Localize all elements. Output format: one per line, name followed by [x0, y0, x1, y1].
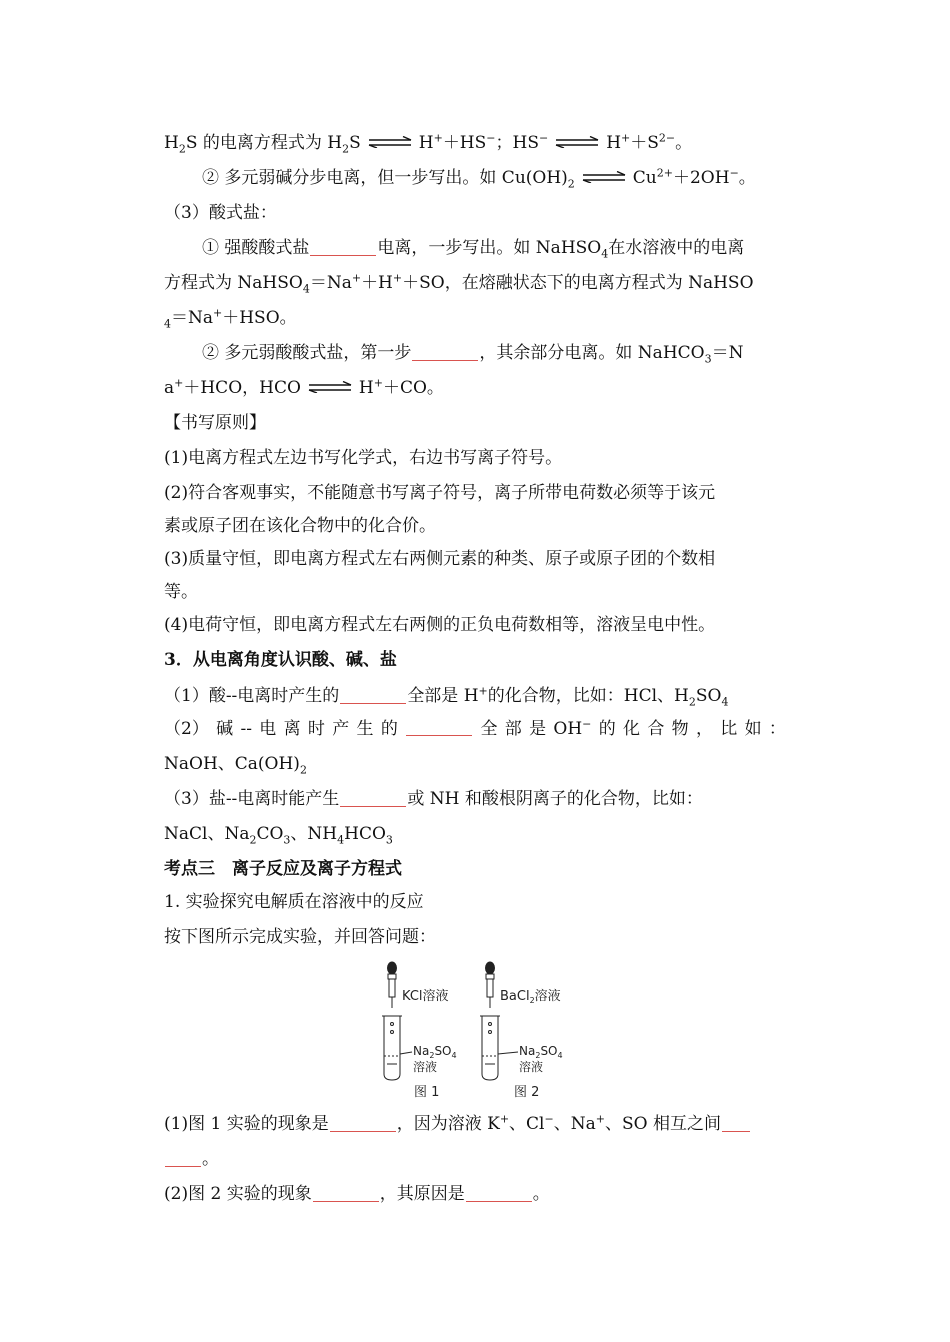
line-base-definition: （2） 碱 -- 电 离 时 产 生 的 全 部 是 OH− 的 化 合 物 ， 比 如 ： — [164, 717, 786, 739]
answer-blank[interactable] — [340, 685, 406, 704]
test-tube-1-icon — [382, 1016, 412, 1080]
answer-blank[interactable] — [330, 1113, 396, 1132]
question-2: (2)图 2 实验的现象 ，其原因是 。 — [164, 1184, 550, 1204]
line-strong-acid-salt: ① 强酸酸式盐 电离，一步写出。如 NaHSO$_4$在水溶液中的电离 — [202, 238, 745, 261]
line-principle-3-cont: 等。 — [164, 582, 198, 602]
tube-1-label-line2: 溶液 — [413, 1060, 438, 1074]
answer-blank[interactable] — [466, 1183, 532, 1202]
dropper-2-icon — [486, 962, 495, 1008]
line-nahso4-melt: $_4$＝Na+＋HSO。 — [164, 306, 297, 331]
section-heading-kaodian3: 考点三 离子反应及离子方程式 — [164, 859, 402, 879]
question-1-cont: 。 — [164, 1147, 786, 1171]
reversible-arrow-icon — [554, 136, 600, 148]
answer-blank[interactable] — [722, 1113, 750, 1132]
answer-blank[interactable] — [412, 342, 478, 361]
line-hco3-equation: a+＋HCO，HCO H+＋CO。 — [164, 376, 444, 398]
line-principle-2: (2)符合客观事实，不能随意书写离子符号，离子所带电荷数必须等于该元 — [164, 483, 716, 503]
test-tube-2-icon — [480, 1016, 518, 1080]
figure-2-caption: 图 2 — [514, 1085, 540, 1100]
line-experiment-title: 1. 实验探究电解质在溶液中的反应 — [164, 892, 424, 912]
line-salt-definition: （3）盐--电离时能产生 或 NH 和酸根阴离子的化合物，比如： — [164, 789, 703, 809]
reversible-arrow-icon — [581, 171, 627, 183]
reversible-arrow-icon — [367, 136, 413, 148]
line-weak-base: ② 多元弱碱分步电离，但一步写出。如 $Cu(OH)_2$ $Cu^{2+}+2OH^-$。 — [202, 166, 756, 191]
line-acid-salt-heading: （3）酸式盐： — [164, 203, 277, 223]
experiment-figure — [368, 956, 588, 1102]
line-principle-3: (3)质量守恒，即电离方程式左右两侧元素的种类、原子或原子团的个数相 — [164, 549, 716, 569]
line-h2s-ionization: $H_2S$ 的电离方程式为 $H_2S$ H+＋HS−；HS− $H^++S^{2-}$。 — [164, 131, 693, 156]
tube-2-label-line2: 溶液 — [519, 1060, 544, 1074]
reversible-arrow-icon — [307, 381, 353, 393]
line-principle-2-cont: 素或原子团在该化合物中的化合价。 — [164, 516, 436, 536]
answer-blank[interactable] — [313, 1183, 379, 1202]
line-nahso4-equation: 方程式为 NaHSO$_4$＝Na+＋H+＋SO，在熔融状态下的电离方程式为 NaHSO — [164, 271, 754, 296]
line-principle-4: (4)电荷守恒，即电离方程式左右两侧的正负电荷数相等，溶液呈电中性。 — [164, 615, 716, 635]
figure-1-caption: 图 1 — [414, 1085, 440, 1100]
line-acid-definition: （1）酸--电离时产生的 全部是 H+的化合物，比如：HCl、$H_2SO_4$ — [164, 684, 729, 709]
line-principle-1: (1)电离方程式左边书写化学式，右边书写离子符号。 — [164, 448, 563, 468]
answer-blank[interactable] — [310, 237, 376, 256]
question-1: (1)图 1 实验的现象是 ，因为溶液 K+、Cl−、Na+、SO 相互之间 — [164, 1112, 786, 1136]
dropper-1-icon — [388, 962, 397, 1008]
tube-1-label-line1: $Na_2SO_4$ — [413, 1044, 457, 1060]
section-heading-3: 3．从电离角度认识酸、碱、盐 — [164, 650, 397, 670]
line-principles-heading: 【书写原则】 — [164, 413, 266, 433]
answer-blank[interactable] — [340, 788, 406, 807]
line-experiment-instruction: 按下图所示完成实验，并回答问题： — [164, 927, 436, 947]
line-weak-acid-salt: ② 多元弱酸酸式盐，第一步 ，其余部分电离。如 NaHCO$_3$＝N — [202, 343, 744, 366]
answer-blank[interactable] — [406, 717, 472, 736]
line-base-examples: NaOH、$Ca(OH)_2$ — [164, 754, 307, 777]
answer-blank[interactable] — [165, 1148, 201, 1167]
dropper-2-label: BaCl$_2$溶液 — [500, 989, 561, 1005]
line-salt-examples: NaCl、$Na_2CO_3$、$NH_4HCO_3$ — [164, 824, 393, 847]
tube-2-label-line1: $Na_2SO_4$ — [519, 1044, 563, 1060]
dropper-1-label: KCl溶液 — [402, 989, 449, 1004]
